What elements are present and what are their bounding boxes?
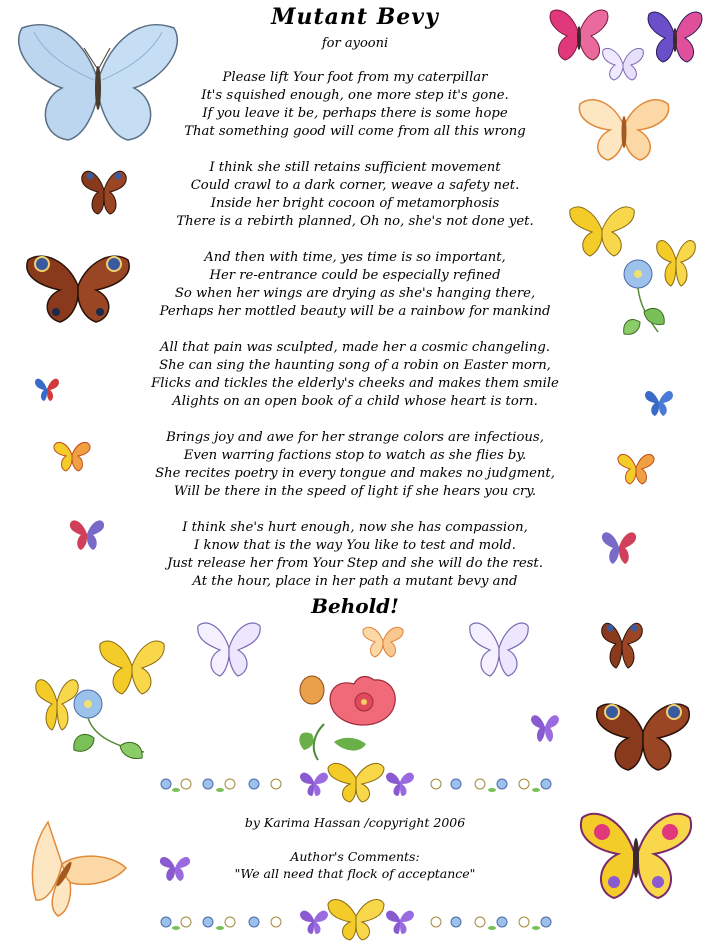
poem-line: Inside her bright cocoon of metamorphosis [210, 196, 500, 211]
poem-line: Her re-entrance could be especially refined [209, 268, 501, 283]
butterfly-icon [566, 200, 638, 260]
poem-closing: Behold! [311, 594, 399, 618]
butterfly-icon [572, 90, 676, 164]
butterfly-icon [574, 798, 698, 908]
poem-line: Just release her from Your Step and she will do the rest. [167, 556, 543, 571]
flower-icon [64, 686, 160, 774]
butterfly-icon [68, 514, 106, 554]
butterfly-icon [645, 6, 705, 68]
poem-line: Please lift Your foot from my caterpillar [222, 70, 488, 85]
stanza [0, 429, 710, 501]
butterfly-icon [530, 710, 560, 744]
flower-border-icon [156, 894, 556, 944]
butterfly-icon [194, 614, 264, 680]
butterfly-icon [592, 694, 694, 772]
poem-line: Perhaps her mottled beauty will be a rainbow for mankind [159, 304, 551, 319]
poem-dedication: for ayooni [321, 36, 389, 51]
butterfly-icon [158, 852, 192, 884]
poem-line: Brings joy and awe for her strange colors are infectious, [166, 430, 544, 445]
poem-line: I think she still retains sufficient movement [209, 160, 501, 175]
butterfly-icon [34, 374, 60, 404]
poem-line: All that pain was sculpted, made her a cosmic changeling. [160, 340, 550, 355]
poem-line: If you leave it be, perhaps there is some hope [202, 106, 508, 121]
flower-icon [618, 252, 674, 342]
poem-title: Mutant Bevy [271, 4, 439, 30]
butterfly-icon [466, 614, 532, 680]
author-comments-text: "We all need that flock of acceptance" [234, 866, 476, 881]
poem-line: She recites poetry in every tongue and makes no judgment, [155, 466, 555, 481]
poem-line: Will be there in the speed of light if she hears you cry. [173, 484, 537, 499]
butterfly-icon [360, 622, 406, 660]
stanza [0, 339, 710, 411]
butterfly-icon [14, 18, 182, 150]
poem-line: She can sing the haunting song of a robin on Easter morn, [159, 358, 551, 373]
flower-icon [294, 664, 412, 764]
butterfly-icon [644, 386, 674, 418]
butterfly-icon [600, 526, 638, 568]
author-byline: by Karima Hassan /copyright 2006 [244, 815, 466, 830]
butterfly-icon [600, 44, 646, 84]
poem-line: And then with time, yes time is so important, [204, 250, 506, 265]
flower-border-icon [156, 760, 556, 804]
butterfly-icon [52, 436, 92, 474]
butterfly-icon [22, 246, 134, 326]
poem-line: That something good will come from all this wrong [184, 124, 526, 139]
poem-line: Could crawl to a dark corner, weave a safety net. [190, 178, 520, 193]
poem-line: I know that is the way You like to test and mold. [194, 538, 516, 553]
poem-line: There is a rebirth planned, Oh no, she's not done yet. [176, 214, 534, 229]
poem-line: At the hour, place in her path a mutant bevy and [192, 574, 518, 589]
poem-line: Alights on an open book of a child whose heart is torn. [172, 394, 538, 409]
author-comments-label: Author's Comments: [290, 849, 420, 864]
butterfly-icon [18, 812, 130, 922]
butterfly-icon [80, 162, 128, 218]
poem-line: Even warring factions stop to watch as she flies by. [183, 448, 527, 463]
poem-line: So when her wings are drying as she's hanging there, [174, 286, 536, 301]
poem-line: Flicks and tickles the elderly's cheeks and makes them smile [151, 376, 559, 391]
butterfly-icon [616, 448, 656, 488]
butterfly-icon [600, 614, 644, 672]
poem-line: I think she's hurt enough, now she has compassion, [182, 520, 528, 535]
poem-line: It's squished enough, one more step it's gone. [201, 88, 509, 103]
